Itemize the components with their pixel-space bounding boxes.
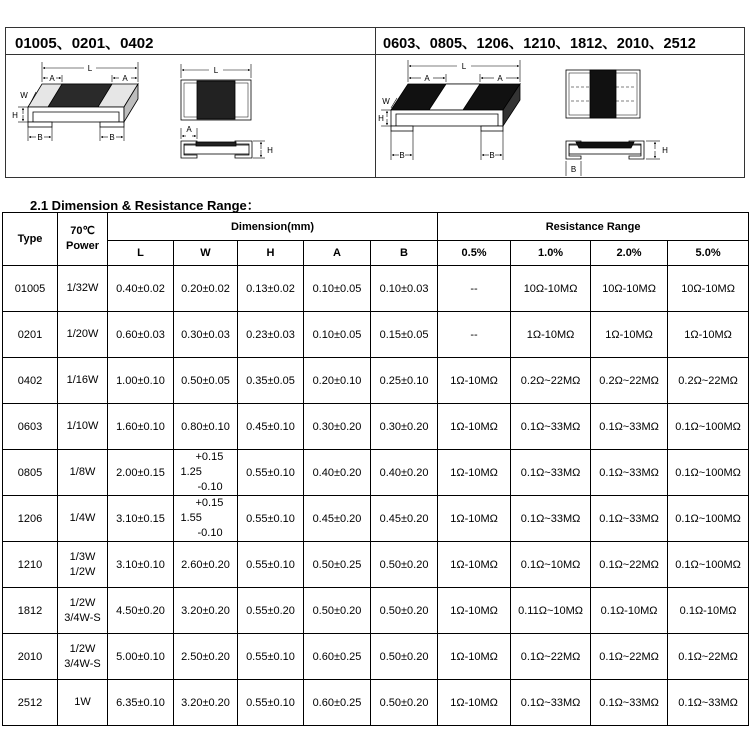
label-a: A — [122, 74, 128, 83]
cell-power — [58, 542, 108, 588]
cell-r50: 10Ω-10MΩ — [668, 266, 749, 312]
chip-front-face — [391, 110, 503, 126]
cell-r50: 0.1Ω~100MΩ — [668, 404, 749, 450]
cell-r05: 1Ω-10MΩ — [438, 634, 511, 680]
cell-r20: 1Ω-10MΩ — [591, 312, 668, 358]
cell-r50: 0.1Ω~100MΩ — [668, 542, 749, 588]
cell-r05: 1Ω-10MΩ — [438, 450, 511, 496]
cell-b: 0.50±0.20 — [371, 680, 438, 726]
col-header-b: B — [371, 241, 438, 266]
cell-type: 1206 — [3, 496, 58, 542]
cell-r10: 0.1Ω~22MΩ — [511, 634, 591, 680]
cell-power — [58, 312, 108, 358]
cell-w: 0.50±0.05 — [174, 358, 238, 404]
cell-line: 3/4W-S — [64, 611, 101, 624]
cell-h: 0.35±0.05 — [238, 358, 304, 404]
chip-3d-view — [28, 84, 138, 127]
top-view-resistive-element — [590, 70, 616, 118]
cell-type: 0402 — [3, 358, 58, 404]
cell-w: 3.20±0.20 — [174, 588, 238, 634]
cell-type: 0805 — [3, 450, 58, 496]
cell-type: 1812 — [3, 588, 58, 634]
cell-line: 3/4W-S — [64, 657, 101, 670]
table-row — [3, 404, 749, 450]
cell-r50: 0.1Ω~33MΩ — [668, 680, 749, 726]
cell-power — [58, 634, 108, 680]
cell-r10: 0.11Ω~10MΩ — [511, 588, 591, 634]
cell-power — [58, 496, 108, 542]
label-h: H — [267, 146, 273, 155]
cell-a: 0.30±0.20 — [304, 404, 371, 450]
col-header-type: Type — [3, 213, 58, 266]
cell-r05: -- — [438, 266, 511, 312]
cell-l: 0.60±0.03 — [108, 312, 174, 358]
header-row-groups — [3, 213, 749, 241]
bottom-terminal-left — [28, 122, 52, 127]
tolerance-lower: -0.10 — [197, 527, 223, 539]
cell-power — [58, 450, 108, 496]
label-h: H — [662, 146, 668, 155]
label-b: B — [109, 133, 115, 142]
cell-r50: 0.1Ω-10MΩ — [668, 588, 749, 634]
label-l: L — [213, 66, 219, 75]
cell-type: 01005 — [3, 266, 58, 312]
cell-a: 0.60±0.25 — [304, 680, 371, 726]
table-row — [3, 450, 749, 496]
label-b: B — [37, 133, 43, 142]
cell-w: 2.60±0.20 — [174, 542, 238, 588]
cell-w: 0.20±0.02 — [174, 266, 238, 312]
cell-r10: 0.1Ω~33MΩ — [511, 450, 591, 496]
cell-r10: 0.1Ω~33MΩ — [511, 680, 591, 726]
tolerance-nominal: 1.25 — [180, 466, 202, 478]
col-header-resistance-range: Resistance Range — [438, 213, 749, 241]
col-header-dimension: Dimension(mm) — [108, 213, 438, 241]
cell-h: 0.55±0.10 — [238, 496, 304, 542]
cell-r05: 1Ω-10MΩ — [438, 404, 511, 450]
cell-b: 0.50±0.20 — [371, 634, 438, 680]
cell-r05: 1Ω-10MΩ — [438, 542, 511, 588]
col-header-l: L — [108, 241, 174, 266]
tolerance-value — [181, 450, 231, 495]
diagram-small-chips — [5, 55, 375, 177]
chip-front-face — [28, 107, 124, 122]
cell-w — [174, 496, 238, 542]
cell-w: 0.80±0.10 — [174, 404, 238, 450]
label-b: B — [399, 151, 405, 160]
cell-l: 2.00±0.15 — [108, 450, 174, 496]
bottom-terminal-left — [391, 126, 413, 131]
label-l: L — [461, 62, 467, 71]
cell-line: 1/3W — [69, 550, 96, 563]
col-header-tolerance-5-0: 5.0% — [668, 241, 749, 266]
cell-l: 4.50±0.20 — [108, 588, 174, 634]
cell-l: 1.60±0.10 — [108, 404, 174, 450]
cell-l: 5.00±0.10 — [108, 634, 174, 680]
chip-side-view — [566, 141, 644, 159]
cell-type: 1210 — [3, 542, 58, 588]
cell-r20: 0.1Ω~22MΩ — [591, 542, 668, 588]
cell-w: 3.20±0.20 — [174, 680, 238, 726]
cell-h: 0.55±0.10 — [238, 634, 304, 680]
section-title: 2.1 Dimension & Resistance Range： — [30, 198, 260, 213]
cell-r20: 0.1Ω~33MΩ — [591, 680, 668, 726]
cell-b: 0.25±0.10 — [371, 358, 438, 404]
label-w: W — [382, 97, 390, 106]
label-w: W — [20, 91, 28, 100]
cell-power — [58, 404, 108, 450]
cell-line: 1/4W — [69, 512, 96, 524]
cell-r10: 0.1Ω~33MΩ — [511, 404, 591, 450]
cell-line: 1/10W — [66, 420, 99, 432]
label-h: H — [12, 111, 18, 120]
power-label: Power — [65, 240, 99, 252]
label-a: A — [186, 125, 192, 134]
cell-type: 0201 — [3, 312, 58, 358]
col-header-tolerance-2-0: 2.0% — [591, 241, 668, 266]
bottom-terminal-right — [481, 126, 503, 131]
cell-b: 0.30±0.20 — [371, 404, 438, 450]
table-row — [3, 358, 749, 404]
cell-r20: 0.1Ω~33MΩ — [591, 496, 668, 542]
side-view-resistive-element — [576, 142, 634, 148]
cell-l: 1.00±0.10 — [108, 358, 174, 404]
cell-h: 0.55±0.10 — [238, 680, 304, 726]
dimension-resistance-table — [2, 212, 749, 726]
cell-power — [58, 588, 108, 634]
col-header-h: H — [238, 241, 304, 266]
table-row — [3, 312, 749, 358]
table-row — [3, 634, 749, 680]
label-a: A — [497, 74, 503, 83]
small-sizes-title: 01005、0201、0402 — [15, 35, 154, 52]
large-sizes-title: 0603、0805、1206、1210、1812、2010、2512 — [383, 36, 696, 52]
power-temperature-label: 70℃ — [70, 225, 95, 237]
label-h: H — [378, 114, 384, 123]
cell-l: 3.10±0.10 — [108, 542, 174, 588]
cell-b: 0.10±0.03 — [371, 266, 438, 312]
cell-r20: 0.1Ω~33MΩ — [591, 404, 668, 450]
chip-top-view — [566, 70, 640, 118]
tolerance-upper: +0.15 — [195, 497, 224, 509]
cell-line: 1W — [74, 696, 91, 708]
cell-r10: 0.2Ω~22MΩ — [511, 358, 591, 404]
chip-side-view — [181, 141, 252, 158]
cell-line: 1/8W — [69, 466, 96, 478]
cell-b: 0.50±0.20 — [371, 588, 438, 634]
cell-r20: 10Ω-10MΩ — [591, 266, 668, 312]
label-b: B — [570, 165, 577, 174]
cell-r05: 1Ω-10MΩ — [438, 358, 511, 404]
col-header-power — [58, 213, 108, 266]
table-row — [3, 680, 749, 726]
cell-line: 1/2W — [69, 596, 96, 609]
cell-r05: -- — [438, 312, 511, 358]
side-view-resistive-element — [196, 142, 236, 146]
cell-l: 6.35±0.10 — [108, 680, 174, 726]
label-b: B — [489, 151, 495, 160]
cell-a: 0.40±0.20 — [304, 450, 371, 496]
cell-type: 0603 — [3, 404, 58, 450]
cell-a: 0.60±0.25 — [304, 634, 371, 680]
cell-a: 0.50±0.20 — [304, 588, 371, 634]
cell-r05: 1Ω-10MΩ — [438, 680, 511, 726]
cell-r50: 0.1Ω~100MΩ — [668, 496, 749, 542]
bottom-terminal-right — [100, 122, 124, 127]
header-row-columns — [3, 241, 749, 266]
cell-a: 0.50±0.25 — [304, 542, 371, 588]
cell-r05: 1Ω-10MΩ — [438, 496, 511, 542]
cell-r20: 0.1Ω~33MΩ — [591, 450, 668, 496]
cell-line: 1/2W — [69, 642, 96, 655]
cell-b: 0.40±0.20 — [371, 450, 438, 496]
cell-l: 3.10±0.15 — [108, 496, 174, 542]
cell-r05: 1Ω-10MΩ — [438, 588, 511, 634]
cell-r50: 0.2Ω~22MΩ — [668, 358, 749, 404]
cell-type: 2512 — [3, 680, 58, 726]
cell-line: 1/32W — [66, 282, 99, 294]
col-header-w: W — [174, 241, 238, 266]
cell-b: 0.50±0.20 — [371, 542, 438, 588]
top-view-resistive-element — [197, 81, 235, 119]
label-a: A — [49, 74, 55, 83]
cell-r20: 0.1Ω~22MΩ — [591, 634, 668, 680]
cell-r50: 1Ω-10MΩ — [668, 312, 749, 358]
cell-h: 0.45±0.10 — [238, 404, 304, 450]
tolerance-value — [181, 496, 231, 541]
cell-r10: 1Ω-10MΩ — [511, 312, 591, 358]
cell-r10: 10Ω-10MΩ — [511, 266, 591, 312]
tolerance-lower: -0.10 — [197, 481, 223, 493]
cell-r20: 0.1Ω-10MΩ — [591, 588, 668, 634]
cell-power — [58, 358, 108, 404]
cell-h: 0.13±0.02 — [238, 266, 304, 312]
cell-h: 0.23±0.03 — [238, 312, 304, 358]
cell-a: 0.20±0.10 — [304, 358, 371, 404]
cell-line: 1/2W — [69, 565, 96, 578]
cell-w: 0.30±0.03 — [174, 312, 238, 358]
chip-3d-view — [391, 84, 520, 131]
col-header-tolerance-1-0: 1.0% — [511, 241, 591, 266]
cell-a: 0.10±0.05 — [304, 266, 371, 312]
cell-w — [174, 450, 238, 496]
cell-r10: 0.1Ω~10MΩ — [511, 542, 591, 588]
table-row — [3, 266, 749, 312]
cell-line: 1/20W — [66, 328, 99, 340]
tolerance-nominal: 1.55 — [180, 512, 202, 524]
cell-h: 0.55±0.20 — [238, 588, 304, 634]
cell-a: 0.10±0.05 — [304, 312, 371, 358]
cell-h: 0.55±0.10 — [238, 542, 304, 588]
cell-power — [58, 266, 108, 312]
cell-w: 2.50±0.20 — [174, 634, 238, 680]
cell-l: 0.40±0.02 — [108, 266, 174, 312]
diagram-large-chips — [376, 55, 745, 177]
table-row — [3, 496, 749, 542]
cell-r50: 0.1Ω~100MΩ — [668, 450, 749, 496]
table-body — [3, 266, 749, 726]
tolerance-upper: +0.15 — [195, 451, 224, 463]
cell-b: 0.15±0.05 — [371, 312, 438, 358]
cell-line: 1/16W — [66, 374, 99, 386]
cell-type: 2010 — [3, 634, 58, 680]
cell-r50: 0.1Ω~22MΩ — [668, 634, 749, 680]
col-header-tolerance-0-5: 0.5% — [438, 241, 511, 266]
cell-r20: 0.2Ω~22MΩ — [591, 358, 668, 404]
cell-r10: 0.1Ω~33MΩ — [511, 496, 591, 542]
chip-top-view — [181, 80, 251, 120]
cell-power — [58, 680, 108, 726]
table-row — [3, 542, 749, 588]
label-l: L — [87, 64, 93, 73]
table-row — [3, 588, 749, 634]
label-a: A — [424, 74, 430, 83]
table-header — [3, 213, 749, 266]
cell-b: 0.45±0.20 — [371, 496, 438, 542]
cell-h: 0.55±0.10 — [238, 450, 304, 496]
cell-a: 0.45±0.20 — [304, 496, 371, 542]
col-header-a: A — [304, 241, 371, 266]
